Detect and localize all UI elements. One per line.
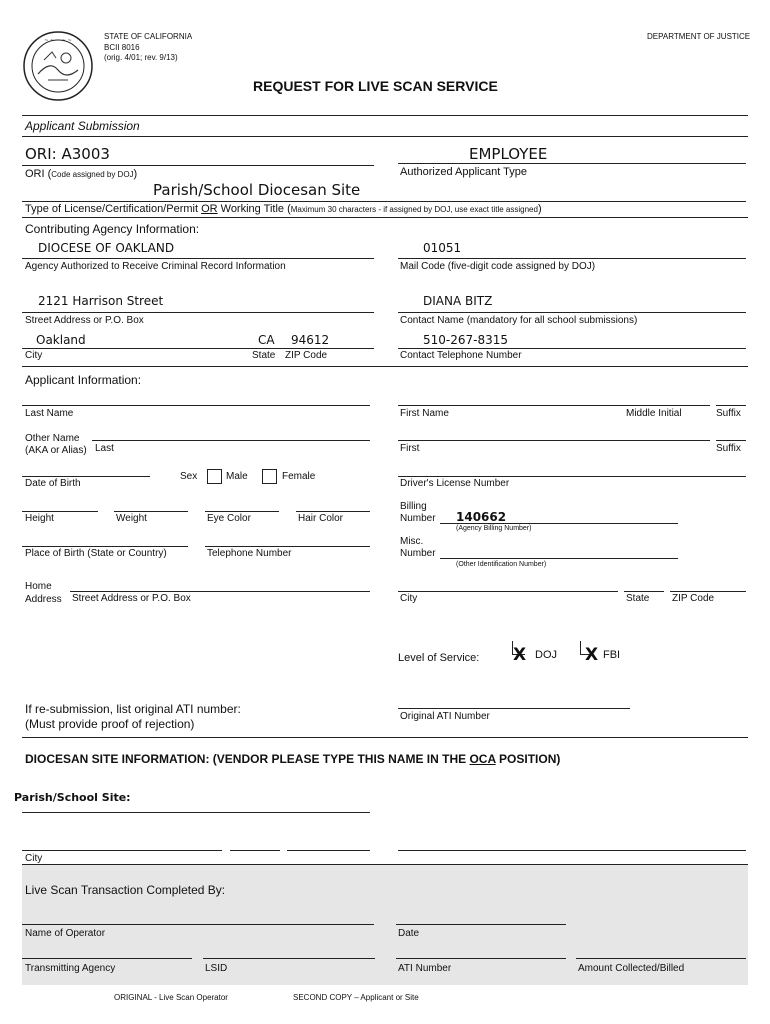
first-name-label: First Name [400, 408, 449, 419]
misc-label-1: Misc. [400, 536, 424, 547]
footer-original: ORIGINAL - Live Scan Operator [114, 993, 228, 1002]
ati-number-label: ATI Number [398, 963, 452, 974]
billing-number-value[interactable]: 140662 [456, 510, 507, 524]
doj-label: DOJ [535, 649, 557, 661]
agency-street-value[interactable]: 2121 Harrison Street [38, 294, 164, 308]
operator-name-label: Name of Operator [25, 928, 106, 939]
agency-zip-value[interactable]: 94612 [291, 333, 330, 347]
agency-name-value[interactable]: DIOCESE OF OAKLAND [38, 241, 175, 255]
home-address-label-2: Address [25, 594, 62, 605]
drivers-license-label: Driver's License Number [400, 478, 510, 489]
department-name: DEPARTMENT OF JUSTICE [647, 32, 751, 41]
dob-label: Date of Birth [25, 478, 81, 489]
male-label: Male [226, 471, 248, 482]
svg-text:~ ~ ~ ~ ~: ~ ~ ~ ~ ~ [44, 38, 72, 44]
agency-state-label: State [252, 350, 276, 361]
telephone-label: Telephone Number [207, 548, 292, 559]
weight-label: Weight [116, 513, 147, 524]
misc-sublabel: (Other Identification Number) [456, 561, 547, 568]
applicant-type-label: Authorized Applicant Type [400, 166, 527, 178]
form-title: REQUEST FOR LIVE SCAN SERVICE [253, 78, 498, 94]
aka-first-label: First [400, 443, 420, 454]
misc-label-2: Number [400, 548, 436, 559]
agency-heading: Contributing Agency Information: [25, 222, 200, 236]
female-label: Female [282, 471, 316, 482]
mail-code-value[interactable]: 01051 [423, 241, 462, 255]
form-revision: (orig. 4/01; rev. 9/13) [104, 53, 178, 62]
diocesan-heading: DIOCESAN SITE INFORMATION: (VENDOR PLEASE TYPE THIS NAME IN THE OCA POSITION) [25, 752, 561, 766]
female-checkbox[interactable] [262, 469, 277, 484]
resubmission-text-1: If re-submission, list original ATI number: [25, 702, 241, 716]
aka-label: (AKA or Alias) [25, 445, 87, 456]
home-street-label: Street Address or P.O. Box [72, 593, 191, 604]
ori-value[interactable]: ORI: A3003 [25, 145, 110, 163]
billing-label-1: Billing [400, 501, 427, 512]
other-name-label: Other Name [25, 433, 80, 444]
aka-last-label: Last [95, 443, 114, 454]
amount-label: Amount Collected/Billed [578, 963, 685, 974]
aka-suffix-label: Suffix [716, 443, 741, 454]
hair-color-label: Hair Color [298, 513, 344, 524]
form-number: BCII 8016 [104, 43, 140, 52]
license-title-value[interactable]: Parish/School Diocesan Site [153, 181, 361, 199]
fbi-label: FBI [603, 649, 621, 661]
date-label: Date [398, 928, 420, 939]
parish-site-label: Parish/School Site: [14, 791, 131, 804]
fbi-checkmark[interactable]: X [585, 645, 599, 665]
live-scan-heading: Live Scan Transaction Completed By: [25, 883, 226, 897]
male-checkbox[interactable] [207, 469, 222, 484]
agency-street-label: Street Address or P.O. Box [25, 315, 144, 326]
footer-second-copy: SECOND COPY – Applicant or Site [293, 993, 419, 1002]
agency-zip-label: ZIP Code [285, 350, 328, 361]
billing-label-2: Number [400, 513, 436, 524]
last-name-label: Last Name [25, 408, 74, 419]
billing-sublabel: (Agency Billing Number) [456, 525, 532, 532]
level-of-service-label: Level of Service: [398, 652, 480, 664]
site-city-label: City [25, 853, 43, 864]
middle-initial-label: Middle Initial [626, 408, 682, 419]
contact-phone-label: Contact Telephone Number [400, 350, 522, 361]
lsid-label: LSID [205, 963, 228, 974]
original-ati-label: Original ATI Number [400, 711, 490, 722]
home-state-label: State [626, 593, 650, 604]
state-seal-image [22, 30, 94, 102]
applicant-type-value[interactable]: EMPLOYEE [469, 145, 548, 163]
agency-city-value[interactable]: Oakland [36, 333, 86, 347]
place-of-birth-label: Place of Birth (State or Country) [25, 548, 167, 559]
agency-name-label: Agency Authorized to Receive Criminal Record Information [25, 261, 286, 272]
height-label: Height [25, 513, 54, 524]
home-address-label-1: Home [25, 581, 52, 592]
agency-state-value[interactable]: CA [258, 333, 275, 347]
suffix-label: Suffix [716, 408, 741, 419]
agency-city-label: City [25, 350, 43, 361]
eye-color-label: Eye Color [207, 513, 251, 524]
contact-name-label: Contact Name (mandatory for all school submissions) [400, 315, 638, 326]
contact-phone-value[interactable]: 510-267-8315 [423, 333, 509, 347]
resubmission-text-2: (Must provide proof of rejection) [25, 717, 195, 731]
ori-label: ORI (Code assigned by DOJ) [25, 168, 138, 180]
state-name: STATE OF CALIFORNIA [104, 32, 193, 41]
sex-label: Sex [180, 471, 198, 482]
license-title-label: Type of License/Certification/Permit OR Working Title (Maximum 30 characters - if assigned by DOJ, use exact title assigned) [25, 203, 542, 215]
doj-checkmark[interactable]: X [513, 645, 527, 665]
transmitting-agency-label: Transmitting Agency [25, 963, 116, 974]
home-city-label: City [400, 593, 418, 604]
home-zip-label: ZIP Code [672, 593, 715, 604]
contact-name-value[interactable]: DIANA BITZ [423, 294, 493, 308]
applicant-submission-heading: Applicant Submission [25, 119, 140, 133]
applicant-info-heading: Applicant Information: [25, 373, 142, 387]
mail-code-label: Mail Code (five-digit code assigned by DOJ) [400, 261, 596, 272]
